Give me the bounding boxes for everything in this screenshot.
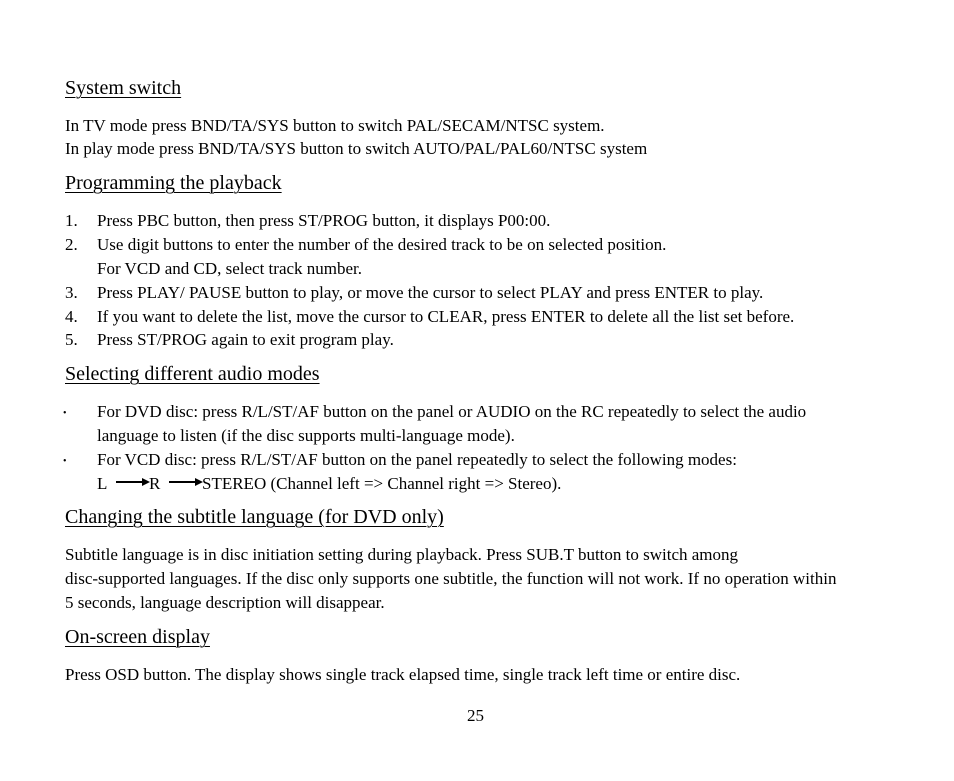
paragraph-line: In TV mode press BND/TA/SYS button to switch PAL/SECAM/NTSC system. [65,116,605,135]
section-heading-programming: Programming the playback [65,172,282,194]
list-item-number: 5. [65,330,78,349]
paragraph-line: In play mode press BND/TA/SYS button to switch AUTO/PAL/PAL60/NTSC system [65,139,648,158]
list-item-text: Press PBC button, then press ST/PROG button, it displays P00:00. [97,211,551,230]
list-item-text: For VCD disc: press R/L/ST/AF button on the panel repeatedly to select the following modes: [97,450,737,469]
list-item-text: Press ST/PROG again to exit program play. [97,330,394,349]
mode-label-stereo: STEREO (Channel left => Channel right => Stereo). [202,474,562,493]
mode-label-r: R [149,474,161,493]
list-item-text: If you want to delete the list, move the cursor to CLEAR, press ENTER to delete all the list set before. [97,307,795,326]
section-heading-audio-modes: Selecting different audio modes [65,363,320,385]
section-heading-subtitle: Changing the subtitle language (for DVD only) [65,506,444,528]
section-heading-osd: On-screen display [65,626,210,648]
paragraph-line: disc-supported languages. If the disc only supports one subtitle, the function will not work. If no operation within [65,569,837,588]
list-item-text: For DVD disc: press R/L/ST/AF button on the panel or AUDIO on the RC repeatedly to select the audio [97,402,807,421]
list-item-number: 2. [65,235,78,254]
section-heading-system-switch: System switch [65,77,182,99]
paragraph-line: Subtitle language is in disc initiation setting during playback. Press SUB.T button to switch among [65,545,739,564]
arrow-right-icon [116,477,150,487]
bullet-icon: • [63,408,67,419]
list-item-number: 1. [65,211,78,230]
list-item-text: Use digit buttons to enter the number of the desired track to be on selected position. [97,235,667,254]
page-number: 25 [467,706,484,725]
paragraph-line: Press OSD button. The display shows single track elapsed time, single track left time or entire disc. [65,665,741,684]
list-item-number: 3. [65,283,78,302]
list-item-text: Press PLAY/ PAUSE button to play, or move the cursor to select PLAY and press ENTER to play. [97,283,764,302]
bullet-icon: • [63,456,67,467]
list-item-number: 4. [65,307,78,326]
mode-label-l: L [97,474,108,493]
list-item-continuation: language to listen (if the disc supports multi-language mode). [97,426,515,445]
list-item-continuation: For VCD and CD, select track number. [97,259,363,278]
paragraph-line: 5 seconds, language description will disappear. [65,593,385,612]
arrow-right-icon [169,477,203,487]
